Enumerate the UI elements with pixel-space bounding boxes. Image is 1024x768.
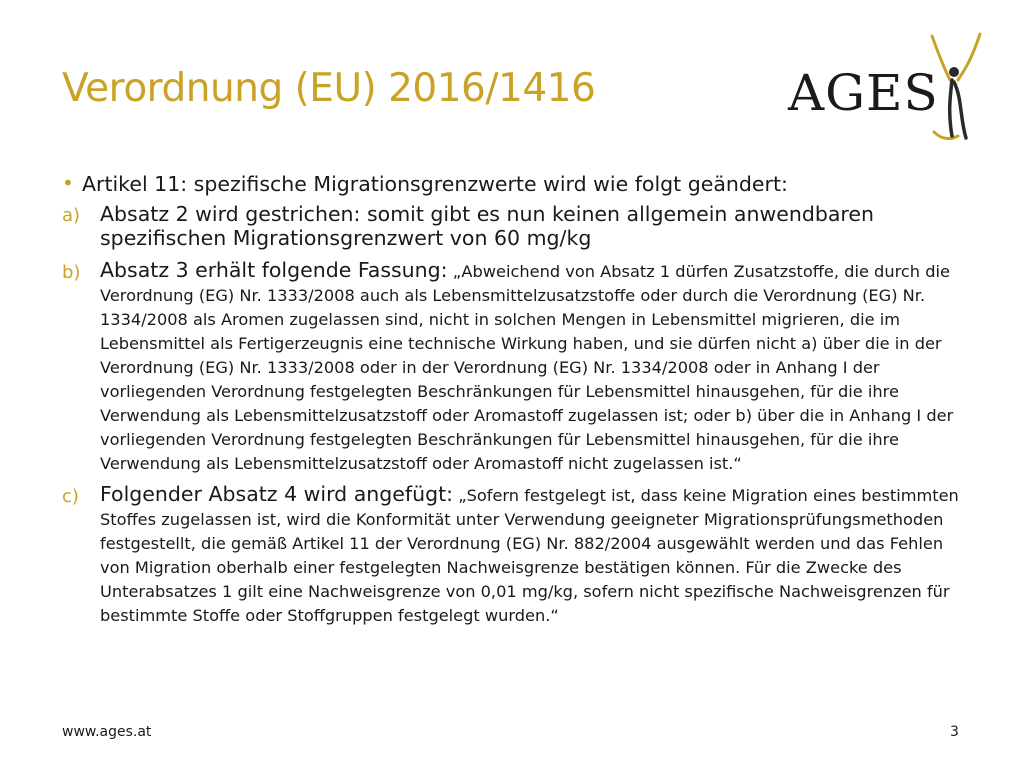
list-marker: a) [62,205,81,226]
list-marker: b) [62,262,81,283]
item-lead: Absatz 3 erhält folgende Fassung: [100,258,448,282]
item-lead: Absatz 2 wird gestrichen: somit gibt es nun keinen allgemein anwendbaren spezifischen Migrationsgrenzwert von 60 mg/kg [100,202,875,250]
item-lead: Folgender Absatz 4 wird angefügt: [100,482,454,506]
svg-text:AGES: AGES [788,64,939,122]
list-marker: c) [62,486,79,507]
slide-title: Verordnung (EU) 2016/1416 [62,66,596,111]
bullet-text: Artikel 11: spezifische Migrationsgrenzwerte wird wie folgt geändert: [82,172,788,196]
item-detail: „Sofern festgelegt ist, dass keine Migration eines bestimmten Stoffes zugelassen ist, wird die Konformität unter Verwendung geeigneter Migrationsprüfungsmethoden festgestellt, die gemäß Artikel 11 der Verordnung (EG) Nr. 882/2004 ausgewählt werden und das Fehlen von Migration oberhalb einer festgelegten Nachweisgrenze bestätigen können. Für die Zwecke des Unterabsatzes 1 gilt eine Nachweisgrenze von 0,01 mg/kg, sofern nicht spezifische Nachweisgrenzen für bestimmte Stoffe oder Stoffgruppen festgelegt wurden.“ [100,486,959,625]
list-item-a [62,202,962,252]
bullet-marker: • [62,171,74,195]
item-detail: „Abweichend von Absatz 1 dürfen Zusatzstoffe, die durch die Verordnung (EG) Nr. 1333/2008 auch als Lebensmittelzusatzstoffe oder durch die Verordnung (EG) Nr. 1334/2008 als Aromen zugelassen sind, nicht in solchen Mengen in Lebensmittel migrieren, die im Lebensmittel als Fertigerzeugnis eine technische Wirkung haben, und sie dürfen nicht a) über die in der Verordnung (EG) Nr. 1333/2008 oder in der Verordnung (EG) Nr. 1334/2008 oder in Anhang I der vorliegenden Verordnung festgelegten Beschränkungen für Lebensmittel hinausgehen, für die ihre Verwendung als Lebensmittelzusatzstoff oder Aromastoff zugelassen ist; oder b) über die in Anhang I der vorliegenden Verordnung festgelegten Beschränkungen für Lebensmittel hinausgehen, für die ihre Verwendung als Lebensmittelzusatzstoff oder Aromastoff nicht zugelassen ist.“ [100,262,954,473]
bullet-item [62,172,962,196]
footer-url: www.ages.at [62,724,152,740]
slide-content [62,172,962,634]
list-item-c [62,482,962,628]
page-number: 3 [950,724,959,740]
list-item-b [62,258,962,476]
ages-logo [782,28,982,143]
